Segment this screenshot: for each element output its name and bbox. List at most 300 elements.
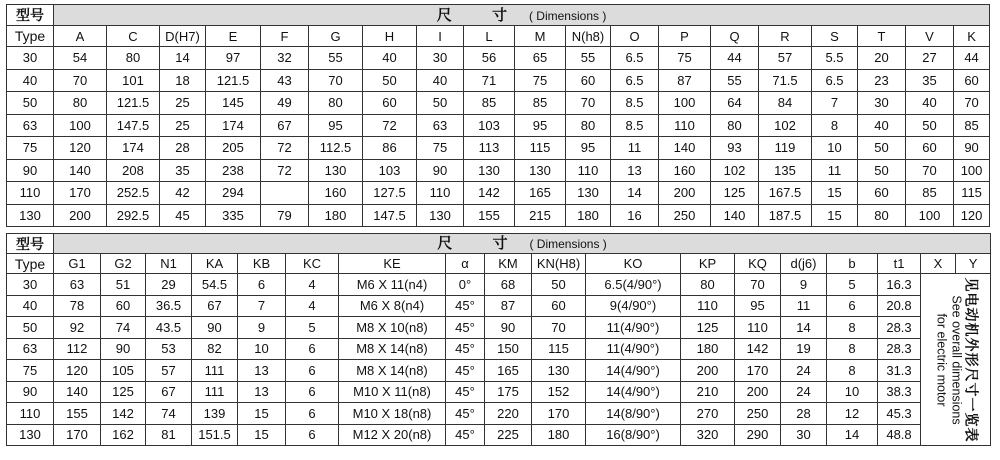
table-cell: 5.5	[812, 47, 858, 70]
col-header: KC	[286, 254, 339, 274]
type-cell: 130	[7, 424, 54, 446]
table-cell: 147.5	[363, 204, 417, 227]
table-cell: 14	[781, 317, 827, 339]
dimensions-title-cn: 尺 寸	[436, 6, 525, 24]
table-cell: 95	[515, 114, 566, 137]
col-header: G	[309, 26, 363, 47]
table-cell: 5	[286, 317, 339, 339]
table-cell: 160	[659, 159, 711, 182]
table-cell: 14	[827, 424, 878, 446]
table-cell: M8 X 14(n8)	[339, 360, 446, 382]
table-cell: 95	[566, 137, 611, 160]
table-cell: 102	[759, 114, 812, 137]
table-cell: 165	[515, 182, 566, 205]
table-cell: 110	[659, 114, 711, 137]
table-cell: 160	[309, 182, 363, 205]
table-cell: 140	[54, 159, 107, 182]
col-header: b	[827, 254, 878, 274]
table-cell: 30	[417, 47, 464, 70]
table-cell: 6	[286, 403, 339, 425]
dimensions-title-en: ( Dimensions )	[528, 8, 607, 23]
table-cell: 111	[192, 381, 238, 403]
table-cell: M10 X 11(n8)	[339, 381, 446, 403]
table-cell: 119	[759, 137, 812, 160]
col-header: N(h8)	[566, 26, 611, 47]
col-header: M	[515, 26, 566, 47]
col-header: KE	[339, 254, 446, 274]
table-cell: 24	[781, 381, 827, 403]
table-cell: 200	[659, 182, 711, 205]
table-cell: 127.5	[363, 182, 417, 205]
table-cell: 56	[464, 47, 515, 70]
table-cell: 44	[711, 47, 759, 70]
table-cell: 16	[611, 204, 659, 227]
table-row	[7, 182, 990, 205]
table-cell: 80	[566, 114, 611, 137]
table-cell: 85	[954, 114, 990, 137]
table-cell: 102	[711, 159, 759, 182]
table-cell: 50	[363, 69, 417, 92]
table-cell: 74	[146, 403, 192, 425]
table-cell: 110	[681, 295, 735, 317]
table-cell: M8 X 10(n8)	[339, 317, 446, 339]
table-cell: 8.5	[611, 92, 659, 115]
table-cell: 70	[735, 274, 781, 296]
table-cell: 220	[485, 403, 532, 425]
table-cell: 28.3	[878, 317, 921, 339]
col-header: E	[206, 26, 261, 47]
table-cell: 140	[711, 204, 759, 227]
table-cell: 90	[101, 338, 146, 360]
table-cell: M12 X 20(n8)	[339, 424, 446, 446]
table-cell: 16.3	[878, 274, 921, 296]
table-cell: 28.3	[878, 338, 921, 360]
table-cell: 210	[681, 381, 735, 403]
table-cell: 290	[735, 424, 781, 446]
table-row	[7, 114, 990, 137]
col-header: C	[107, 26, 160, 47]
table-cell: 80	[107, 47, 160, 70]
table-cell: 7	[812, 92, 858, 115]
table-cell: 55	[309, 47, 363, 70]
table-cell: 170	[54, 424, 101, 446]
table-cell: 252.5	[107, 182, 160, 205]
table-cell: 6.5(4/90°)	[586, 274, 681, 296]
table-cell: 225	[485, 424, 532, 446]
table-cell: 64	[711, 92, 759, 115]
type-cell: 50	[7, 92, 54, 115]
table-cell: 162	[101, 424, 146, 446]
table-cell: 16(8/90°)	[586, 424, 681, 446]
table-cell: 187.5	[759, 204, 812, 227]
type-cell: 40	[7, 295, 54, 317]
table-cell: 20	[858, 47, 906, 70]
table-cell: 40	[858, 114, 906, 137]
table-cell: 120	[954, 204, 990, 227]
table-cell: 120	[54, 137, 107, 160]
table-cell: M6 X 8(n4)	[339, 295, 446, 317]
table-cell: 112	[54, 338, 101, 360]
table-cell: 8	[827, 360, 878, 382]
table-cell: 130	[464, 159, 515, 182]
table-cell: 4	[286, 295, 339, 317]
table-cell: 40	[906, 92, 954, 115]
table-cell: 101	[107, 69, 160, 92]
type-cell: 90	[7, 381, 54, 403]
table-cell: 130	[309, 159, 363, 182]
table-cell: 85	[515, 92, 566, 115]
dimensions-title	[54, 5, 990, 26]
table-cell: 4	[286, 274, 339, 296]
col-header: H	[363, 26, 417, 47]
table-cell: 139	[192, 403, 238, 425]
table-row	[7, 69, 990, 92]
table-cell: 93	[711, 137, 759, 160]
table-cell: 103	[363, 159, 417, 182]
table-cell: 6.5	[812, 69, 858, 92]
table-cell: 70	[954, 92, 990, 115]
table-cell: 11(4/90°)	[586, 338, 681, 360]
model-label: 型号	[7, 5, 54, 26]
table-cell: 40	[363, 47, 417, 70]
table-cell: 14(8/90°)	[586, 403, 681, 425]
table-cell	[261, 182, 309, 205]
table-row	[7, 274, 991, 296]
table-row	[7, 317, 991, 339]
table-cell: 35	[906, 69, 954, 92]
table-cell: 51	[101, 274, 146, 296]
table-cell: 45°	[446, 317, 485, 339]
table-cell: 35	[160, 159, 206, 182]
table-cell: 147.5	[107, 114, 160, 137]
table-cell: 6.5	[611, 47, 659, 70]
motor-dimensions-note	[921, 274, 991, 446]
table-cell: 60	[532, 295, 586, 317]
table-cell: 11	[611, 137, 659, 160]
table-cell: 90	[485, 317, 532, 339]
table-cell: 45°	[446, 403, 485, 425]
table-cell: 6	[238, 274, 286, 296]
table-cell: 140	[659, 137, 711, 160]
table-cell: 71.5	[759, 69, 812, 92]
table-cell: 175	[485, 381, 532, 403]
table-cell: 45°	[446, 424, 485, 446]
table-row	[7, 137, 990, 160]
table-cell: 8	[812, 114, 858, 137]
table-cell: 14(4/90°)	[586, 381, 681, 403]
table-cell: 6	[827, 295, 878, 317]
col-header: R	[759, 26, 812, 47]
table-cell: 36.5	[146, 295, 192, 317]
table-cell: 6	[286, 424, 339, 446]
type-cell: 63	[7, 338, 54, 360]
table-cell: 30	[858, 92, 906, 115]
table-cell: 50	[858, 159, 906, 182]
table-cell: 14	[611, 182, 659, 205]
table-cell: 50	[906, 114, 954, 137]
type-label: Type	[7, 254, 54, 274]
table-cell: 13	[611, 159, 659, 182]
table-cell: 15	[238, 424, 286, 446]
table-cell: 11	[781, 295, 827, 317]
table-cell: 15	[812, 204, 858, 227]
table-cell: 142	[101, 403, 146, 425]
col-header: KO	[586, 254, 681, 274]
table-row	[7, 295, 991, 317]
table-cell: 85	[906, 182, 954, 205]
table-cell: 120	[54, 360, 101, 382]
table-cell: 54.5	[192, 274, 238, 296]
table-cell: 60	[566, 69, 611, 92]
type-cell: 75	[7, 360, 54, 382]
table-cell: 155	[54, 403, 101, 425]
table-cell: 38.3	[878, 381, 921, 403]
table-cell: 105	[101, 360, 146, 382]
table-cell: 70	[54, 69, 107, 92]
table-cell: 27	[906, 47, 954, 70]
table-cell: 270	[681, 403, 735, 425]
table-cell: 63	[54, 274, 101, 296]
table-cell: 10	[238, 338, 286, 360]
table-cell: 53	[146, 338, 192, 360]
table-cell: 115	[954, 182, 990, 205]
table-cell: 200	[735, 381, 781, 403]
table-row	[7, 360, 991, 382]
table-row	[7, 424, 991, 446]
col-header: KB	[238, 254, 286, 274]
col-header: KM	[485, 254, 532, 274]
table-cell: 155	[464, 204, 515, 227]
table-cell: 167.5	[759, 182, 812, 205]
table-cell: 115	[515, 137, 566, 160]
col-header: N1	[146, 254, 192, 274]
col-header: d(j6)	[781, 254, 827, 274]
table-cell: 10	[827, 381, 878, 403]
table-cell: 70	[532, 317, 586, 339]
table-cell: 8	[827, 338, 878, 360]
table-cell: 95	[735, 295, 781, 317]
table-cell: 43.5	[146, 317, 192, 339]
table-cell: 30	[781, 424, 827, 446]
table-cell: 100	[659, 92, 711, 115]
dimensions-title	[54, 234, 991, 254]
table-cell: 87	[659, 69, 711, 92]
table-cell: 180	[309, 204, 363, 227]
table-cell: 54	[54, 47, 107, 70]
table-cell: 208	[107, 159, 160, 182]
table-cell: 250	[659, 204, 711, 227]
table-cell: 125	[101, 381, 146, 403]
type-cell: 110	[7, 182, 54, 205]
table-cell: 13	[238, 381, 286, 403]
type-cell: 130	[7, 204, 54, 227]
table-cell: 110	[417, 182, 464, 205]
table-cell: 11	[812, 159, 858, 182]
table-cell: 145	[206, 92, 261, 115]
table-cell: 135	[759, 159, 812, 182]
dimensions-title-cn: 尺 寸	[437, 235, 526, 252]
type-cell: 63	[7, 114, 54, 137]
table-cell: 100	[54, 114, 107, 137]
table-cell: 7	[238, 295, 286, 317]
type-cell: 30	[7, 274, 54, 296]
table-cell: 55	[711, 69, 759, 92]
table-cell: 72	[363, 114, 417, 137]
table-cell: 292.5	[107, 204, 160, 227]
table-row	[7, 381, 991, 403]
type-cell: 40	[7, 69, 54, 92]
table-cell: 60	[363, 92, 417, 115]
table-cell: 23	[858, 69, 906, 92]
motor-note-text	[933, 274, 978, 446]
table-cell: 151.5	[192, 424, 238, 446]
table-cell: 142	[735, 338, 781, 360]
col-header: Q	[711, 26, 759, 47]
table-cell: 10	[812, 137, 858, 160]
table-cell: 55	[566, 47, 611, 70]
table-cell: 67	[192, 295, 238, 317]
col-header: V	[906, 26, 954, 47]
table-cell: 215	[515, 204, 566, 227]
table-cell: 115	[532, 338, 586, 360]
table-cell: 78	[54, 295, 101, 317]
table-cell: 170	[54, 182, 107, 205]
table-cell: 100	[906, 204, 954, 227]
table-cell: 50	[417, 92, 464, 115]
table-cell: 130	[515, 159, 566, 182]
table-cell: 60	[906, 137, 954, 160]
table-cell: 250	[735, 403, 781, 425]
col-header: t1	[878, 254, 921, 274]
table-cell: 32	[261, 47, 309, 70]
table-cell: 110	[566, 159, 611, 182]
table-cell: 57	[759, 47, 812, 70]
table-cell: 75	[417, 137, 464, 160]
table-cell: 8.5	[611, 114, 659, 137]
table-cell: 111	[192, 360, 238, 382]
table-cell: 44	[954, 47, 990, 70]
table-cell: 90	[417, 159, 464, 182]
table-cell: 45	[160, 204, 206, 227]
table-cell: 75	[515, 69, 566, 92]
col-header: F	[261, 26, 309, 47]
table-cell: 112.5	[309, 137, 363, 160]
table-cell: 60	[858, 182, 906, 205]
table-cell: 79	[261, 204, 309, 227]
col-header: T	[858, 26, 906, 47]
table-cell: 205	[206, 137, 261, 160]
table-cell: 103	[464, 114, 515, 137]
table-cell: 84	[759, 92, 812, 115]
table-cell: 125	[681, 317, 735, 339]
table-cell: 12	[827, 403, 878, 425]
table-cell: 200	[681, 360, 735, 382]
table-cell: 74	[101, 317, 146, 339]
table-cell: 50	[532, 274, 586, 296]
col-header: A	[54, 26, 107, 47]
col-header: D(H7)	[160, 26, 206, 47]
table-cell: 43	[261, 69, 309, 92]
table-row	[7, 403, 991, 425]
table-cell: 150	[485, 338, 532, 360]
table-cell: 165	[485, 360, 532, 382]
table-cell: 9	[781, 274, 827, 296]
type-label: Type	[7, 26, 54, 47]
table-cell: 130	[417, 204, 464, 227]
col-header: P	[659, 26, 711, 47]
table-cell: 15	[812, 182, 858, 205]
table1-header-row-2	[7, 26, 990, 47]
table-cell: M8 X 14(n8)	[339, 338, 446, 360]
table-cell: 80	[681, 274, 735, 296]
col-header: Y	[956, 254, 991, 274]
table-cell: M6 X 11(n4)	[339, 274, 446, 296]
table-cell: 13	[238, 360, 286, 382]
table-cell: 130	[532, 360, 586, 382]
table-cell: 72	[261, 159, 309, 182]
table-cell: 68	[485, 274, 532, 296]
table-cell: 45°	[446, 295, 485, 317]
table-cell: 180	[566, 204, 611, 227]
table-cell: 71	[464, 69, 515, 92]
table-cell: 9	[238, 317, 286, 339]
table1-header-row-1	[7, 5, 990, 26]
table-row	[7, 338, 991, 360]
table-cell: 63	[417, 114, 464, 137]
table-cell: 180	[681, 338, 735, 360]
table2-header-row-1	[7, 234, 991, 254]
table-cell: 28	[160, 137, 206, 160]
table-cell: 90	[192, 317, 238, 339]
motor-note-cn: 见电动机外形尺寸一览表	[963, 277, 980, 442]
table-cell: 45°	[446, 360, 485, 382]
table-cell: 200	[54, 204, 107, 227]
table-cell: 45°	[446, 381, 485, 403]
table-cell: 9(4/90°)	[586, 295, 681, 317]
col-header: G1	[54, 254, 101, 274]
table-cell: 294	[206, 182, 261, 205]
table-cell: 50	[858, 137, 906, 160]
col-header: G2	[101, 254, 146, 274]
table-cell: 170	[532, 403, 586, 425]
table-cell: 130	[566, 182, 611, 205]
table-cell: 110	[735, 317, 781, 339]
table-cell: 40	[417, 69, 464, 92]
table-cell: 8	[827, 317, 878, 339]
type-cell: 90	[7, 159, 54, 182]
table-cell: 45°	[446, 338, 485, 360]
table-cell: 15	[238, 403, 286, 425]
table-cell: 25	[160, 92, 206, 115]
table-cell: 86	[363, 137, 417, 160]
table-cell: 19	[781, 338, 827, 360]
table-cell: 92	[54, 317, 101, 339]
motor-note-en-1: See overall dimensions	[949, 294, 964, 425]
table-cell: 14	[160, 47, 206, 70]
table-cell: 25	[160, 114, 206, 137]
table-cell: 11(4/90°)	[586, 317, 681, 339]
table-cell: 70	[906, 159, 954, 182]
table-cell: 97	[206, 47, 261, 70]
dimensions-table-2	[6, 233, 991, 446]
table-cell: 140	[54, 381, 101, 403]
table-cell: 90	[954, 137, 990, 160]
table-cell: 6	[286, 381, 339, 403]
col-header: X	[921, 254, 956, 274]
table-cell: 80	[309, 92, 363, 115]
table-cell: 67	[146, 381, 192, 403]
col-header: S	[812, 26, 858, 47]
